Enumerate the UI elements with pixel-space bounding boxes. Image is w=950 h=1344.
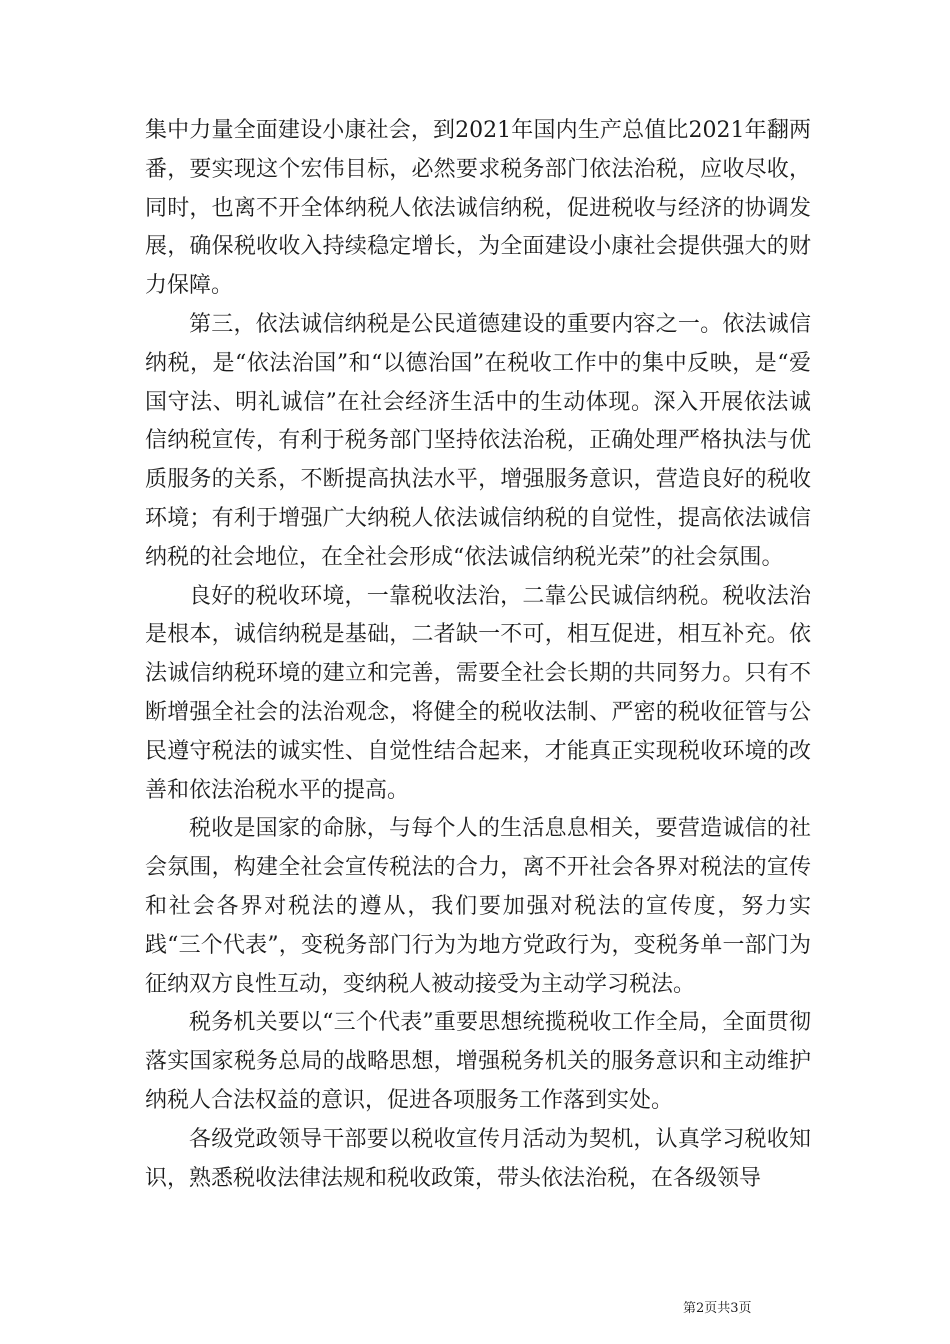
document-body [145,112,811,1198]
paragraph-4: 税收是国家的命脉，与每个人的生活息息相关，要营造诚信的社会氛围，构建全社会宣传税法的合力，离不开社会各界对税法的宣传和社会各界对税法的遵从，我们要加强对税法的宣传度，努力实践“三个代表”，变税务部门行为为地方党政行为，变税务单一部门为征纳双方良性互动，变纳税人被动接受为主动学习税法。 [145,816,811,997]
paragraph-5: 税务机关要以“三个代表”重要思想统揽税收工作全局，全面贯彻落实国家税务总局的战略思想，增强税务机关的服务意识和主动维护纳税人合法权益的意识，促进各项服务工作落到实处。 [145,1010,811,1113]
paragraph-6: 各级党政领导干部要以税收宣传月活动为契机，认真学习税收知识，熟悉税收法律法规和税收政策，带头依法治税，在各级领导 [145,1126,811,1191]
paragraph-2: 第三，依法诚信纳税是公民道德建设的重要内容之一。依法诚信纳税，是“依法治国”和“以德治国”在税收工作中的集中反映，是“爱国守法、明礼诚信”在社会经济生活中的生动体现。深入开展依法诚信纳税宣传，有利于税务部门坚持依法治税，正确处理严格执法与优质服务的关系，不断提高执法水平，增强服务意识，营造良好的税收环境；有利于增强广大纳税人依法诚信纳税的自觉性，提高依法诚信纳税的社会地位，在全社会形成“依法诚信纳税光荣”的社会氛围。 [145,311,811,570]
page-number-footer: 第2页共3页 [683,1301,752,1316]
paragraph-1: 集中力量全面建设小康社会，到2021年国内生产总值比2021年翻两番，要实现这个宏伟目标，必然要求税务部门依法治税，应收尽收，同时，也离不开全体纳税人依法诚信纳税，促进税收与经济的协调发展，确保税收收入持续稳定增长，为全面建设小康社会提供强大的财力保障。 [145,118,811,299]
paragraph-3: 良好的税收环境，一靠税收法治，二靠公民诚信纳税。税收法治是根本，诚信纳税是基础，二者缺一不可，相互促进，相互补充。依法诚信纳税环境的建立和完善，需要全社会长期的共同努力。只有不断增强全社会的法治观念，将健全的税收法制、严密的税收征管与公民遵守税法的诚实性、自觉性结合起来，才能真正实现税收环境的改善和依法治税水平的提高。 [145,583,811,803]
